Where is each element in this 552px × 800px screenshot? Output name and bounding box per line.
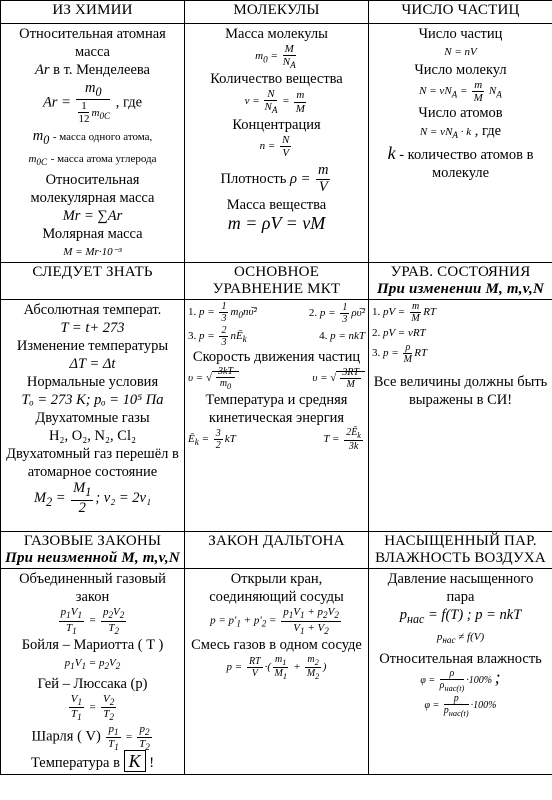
molecules-cell	[185, 24, 369, 263]
state-eq1: 1. pV = $\frac{m}{M}$ RT	[372, 301, 437, 325]
header-know: СЛЕДУЕТ ЗНАТЬ	[1, 263, 185, 300]
united-law-formula: $\frac{p_1V_1}{T_1}$ = $\frac{p_2V_2}{T_2}$	[60, 606, 125, 636]
vapor-cell	[369, 569, 552, 775]
particles-label: Число частиц	[418, 26, 503, 42]
atoms-count-label: Число атомов	[418, 105, 503, 122]
boyle-formula: $p_1V_1 = p_2V_2$	[64, 656, 121, 672]
abs-temp-formula: T = t+ 273	[60, 320, 125, 337]
particles-formula: N = nV	[444, 46, 477, 58]
amount-label: Количество вещества	[210, 71, 343, 88]
state-eq2: 2. pV = νRT	[372, 327, 426, 340]
temp-energy-label: Температура и средняя кинетическая энергия	[205, 392, 348, 427]
mkt-eq-row1: 1. p = $\frac{1}{3}$ $m_0n\upsilon̅^2$ 2. p = $\frac{1}{3}$ ρυ̅²	[188, 301, 365, 325]
diatomic-atomic-label: Двухатомный газ перешёл в атомарное состояние	[6, 446, 179, 481]
humidity-formula-2: φ = p $p_{нас(t)}$ ·100%	[424, 692, 497, 718]
ar-symbol: Ar	[34, 62, 50, 78]
chemistry-cell: Относительная атомная масса Ar в т. Менделеева Ar = $m_0$ $\frac{1}{12}$ $m_{0C}$ , где $m_0$ - масса одного атома, $m_{0C}$ - масса атома углерода Относительная молекулярная масса Mr = ∑Ar Молярная масса M = Mr·10⁻³	[1, 24, 185, 263]
m0c-desc: - масса атома углерода	[50, 153, 157, 166]
header-gas-laws: ГАЗОВЫЕ ЗАКОНЫ При неизменной M, m,v,N	[1, 532, 185, 569]
header-chemistry: ИЗ ХИМИИ	[1, 1, 185, 24]
gay-lussac-formula: $\frac{V_1}{T_1}$ = $\frac{V_2}{T_2}$	[70, 693, 115, 723]
si-note: Все величины должны быть выражены в СИ!	[373, 374, 548, 409]
state-eq3: 3. p = $\frac{\rho}{M}$ RT	[372, 342, 428, 366]
abs-temp-label: Абсолютная температ.	[23, 302, 162, 319]
amount-formula: ν = $\frac{N}{N_A}$ = $\frac{m}{M}$	[244, 88, 305, 116]
header-molecules: МОЛЕКУЛЫ	[185, 1, 369, 24]
substance-mass-formula: m = ρV = νM	[227, 212, 326, 233]
header-particles: ЧИСЛО ЧАСТИЦ	[369, 1, 552, 24]
gas-laws-cell	[1, 569, 185, 775]
molecules-count-formula: $N = \nu N_A$ = $\frac{m}{M}$ $N_A$	[419, 79, 502, 105]
boyle-label: Бойля – Мариотта ( T )	[21, 636, 164, 653]
density-row: Плотность ρ = $\frac{m}{V}$	[220, 161, 329, 195]
molecule-mass-formula: $m_0$ = $\frac{M}{N_A}$	[255, 43, 296, 71]
mendeleev-label: в т. Менделеева	[53, 62, 150, 78]
molar-label: Молярная масса	[42, 226, 143, 243]
mkt-cell	[185, 300, 369, 532]
dalton-formula-1: $p = p'_1 + p'_2$ = $\frac{p_1V_1 + p_2V_2}{V_1 + V_2}$	[210, 606, 339, 636]
mr-formula: Mr = ∑Ar	[62, 208, 123, 225]
diatomic-label: Двухатомные газы	[35, 410, 150, 427]
mix-label: Смесь газов в одном сосуде	[191, 636, 362, 653]
header-mkt: ОСНОВНОЕ УРАВНЕНИЕ МКТ	[185, 263, 369, 300]
change-temp-formula: ΔT = Δt	[69, 356, 116, 373]
vapor-pressure-volume: $p_{нас} \ne f(V)$	[436, 631, 485, 646]
atomic-mass-label: Относительная атомная масса	[19, 26, 166, 60]
m0-desc: - масса одного атома,	[52, 131, 153, 144]
k-desc: - количество атомов в молекуле	[399, 147, 534, 182]
rel-mol-label: Относительная молекулярная масса	[30, 172, 155, 207]
normal-label: Нормальные условия	[26, 374, 159, 391]
ar-formula: Ar = $m_0$ $\frac{1}{12}$ $m_{0C}$ , где	[42, 80, 143, 126]
particles-cell: Число частиц N = nV Число молекул $N = \nu N_A$ = $\frac{m}{M}$ $N_A$ Число атомов $N = \nu N_A \cdot k$ , где k - количество атомов в молекуле	[369, 24, 552, 263]
mkt-eq-row2: 3. p = $\frac{2}{3}$ $nĒ_k$ 4. p = nkT	[188, 324, 365, 348]
dalton-cell	[185, 569, 369, 775]
substance-mass-label: Масса вещества	[226, 196, 327, 213]
molecule-mass-label: Масса молекулы	[225, 26, 328, 42]
state-cell	[369, 300, 552, 532]
header-vapor: НАСЫЩЕННЫЙ ПАР. ВЛАЖНОСТЬ ВОЗДУХА	[369, 532, 552, 569]
normal-formula: Tₒ = 273 К; pₒ = 10⁵ Па	[21, 392, 164, 409]
dalton-formula-2: p = $\frac{RT}{V}$ ·( $\frac{m_1}{M_1}$ + $\frac{m_2}{M_2}$ )	[226, 653, 327, 682]
humidity-formula-1: φ = ρ $\rho_{нас(t)}$ ·100% ;	[420, 666, 501, 693]
speed-formulas: υ = √ $\frac{3kT}{m_0}$ υ = √ $\frac{3RT}{M}$	[188, 366, 365, 391]
gas-subheader: При неизменной M, m,v,N	[5, 550, 180, 567]
molar-formula: M = Mr·10⁻³	[63, 246, 122, 259]
header-dalton: ЗАКОН ДАЛЬТОНА	[185, 532, 369, 569]
united-law-label: Объединенный газовый закон	[19, 571, 166, 606]
temp-energy-formulas: $Ē_k$ = $\frac{3}{2}$ kT T = $\frac{2Ē_k}{3k}$	[188, 427, 361, 453]
header-state: УРАВ. СОСТОЯНИЯ При изменении M, m,v,N	[369, 263, 552, 300]
change-temp-label: Изменение температуры	[16, 338, 169, 355]
rel-humidity-label: Относительная влажность	[379, 650, 542, 667]
molecules-count-label: Число молекул	[414, 62, 507, 78]
vapor-pressure-label: Давление насыщенного пара	[387, 571, 534, 606]
diatomic-list: H₂, O₂, N₂, Cl₂	[48, 428, 137, 445]
concentration-label: Концентрация	[232, 116, 321, 133]
know-cell	[1, 300, 185, 532]
kelvin-row: Температура в K !	[30, 751, 155, 772]
vapor-pressure-formula: $p_{нас} = f(T)$ ; p = nkT	[399, 607, 522, 627]
state-subheader: При изменении M, m,v,N	[376, 281, 545, 298]
diatomic-formula: $M_2$ = $\frac{M_1}{2}$ ; ν₂ = 2ν₁	[33, 480, 152, 516]
speed-label: Скорость движения частиц	[192, 348, 361, 365]
concentration-formula: n = $\frac{N}{V}$	[259, 133, 290, 159]
gay-lussac-label: Гей – Люссака (р)	[37, 676, 148, 693]
opened-label: Открыли кран, соединяющий сосуды	[209, 571, 344, 606]
atoms-count-formula: $N = \nu N_A \cdot k$ , где	[419, 123, 502, 141]
charles-row: Шарля ( V) $\frac{p_1}{T_1}$ = $\frac{p_2}{T_2}$	[31, 722, 150, 753]
